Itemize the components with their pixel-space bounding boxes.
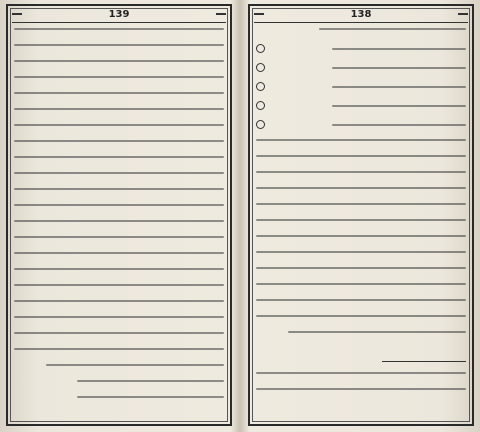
list-item bbox=[256, 101, 466, 110]
left-header-title bbox=[12, 13, 22, 15]
list-item bbox=[256, 82, 466, 91]
list-item bbox=[256, 63, 466, 72]
right-page bbox=[248, 4, 474, 426]
right-page-body bbox=[256, 28, 466, 418]
left-header-book bbox=[216, 13, 226, 15]
right-page-header bbox=[254, 6, 468, 23]
section-heading bbox=[382, 347, 466, 362]
left-page-body bbox=[14, 28, 224, 418]
left-page-header bbox=[12, 6, 226, 23]
left-page-number: 139 bbox=[108, 8, 130, 20]
left-page bbox=[6, 4, 232, 426]
list-item bbox=[256, 44, 466, 53]
right-header-book bbox=[458, 13, 468, 15]
right-page-number: 138 bbox=[350, 8, 372, 20]
right-header-title bbox=[254, 13, 264, 15]
list-item bbox=[256, 120, 466, 129]
